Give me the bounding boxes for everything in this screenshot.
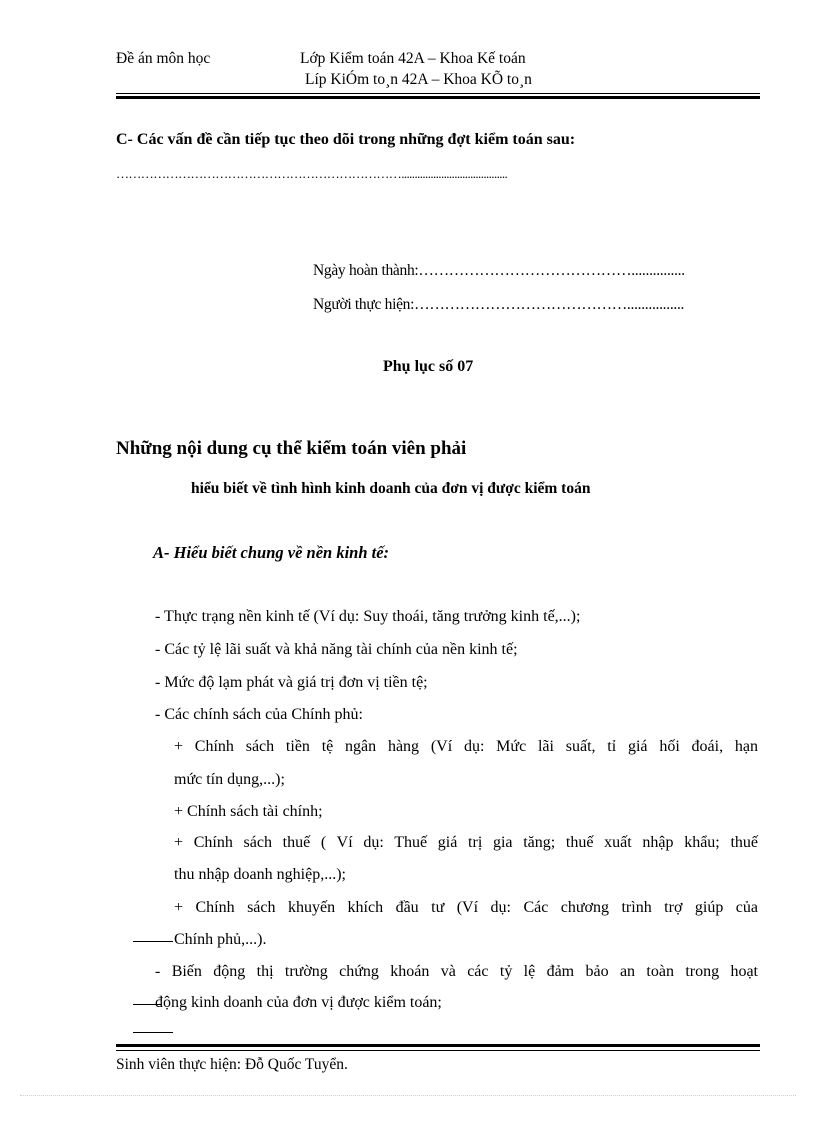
section-c-title: C- Các vấn đề cần tiếp tục theo dõi trong những đợt kiểm toán sau: xyxy=(116,131,576,148)
appendix-title: Phụ lục số 07 xyxy=(383,358,474,375)
list-item-tax-policy-cont: thu nhập doanh nghiệp,...); xyxy=(174,866,346,883)
list-item-fiscal-policy: + Chính sách tài chính; xyxy=(174,803,323,820)
appendix-heading-1: Những nội dung cụ thể kiểm toán viên phải xyxy=(116,438,467,459)
list-item-inflation: - Mức độ lạm phát và giá trị đơn vị tiền tệ; xyxy=(155,674,428,691)
page-bottom-border xyxy=(20,1095,796,1096)
appendix-heading-2: hiểu biết về tình hình kinh doanh của đơn vị được kiểm toán xyxy=(191,480,591,497)
footer-rule-thin xyxy=(116,1050,760,1051)
list-item-tax-policy: + Chính sách thuế ( Ví dụ: Thuế giá trị gia tăng; thuế xuất nhập khẩu; thuế xyxy=(174,834,758,851)
list-item-monetary-policy: + Chính sách tiền tệ ngân hàng (Ví dụ: Mức lãi suất, tỉ giá hối đoái, hạn xyxy=(174,738,758,755)
footer-student-name: Sinh viên thực hiện: Đỗ Quốc Tuyển. xyxy=(116,1056,348,1073)
list-item-stock-market-cont: động kinh doanh của đơn vị được kiểm toán; xyxy=(155,994,442,1011)
header-class-label: Lớp Kiểm toán 42A – Khoa Kế toán xyxy=(300,50,526,67)
performer-line: Người thực hiện:……………………………………................ xyxy=(313,296,685,313)
header-rule-thin xyxy=(116,93,760,94)
header-rule-thick xyxy=(116,96,760,99)
section-c-dotted-line: ……………………………………………………………........................................ xyxy=(116,166,508,181)
completion-date-line: Ngày hoàn thành:……………………………………............... xyxy=(313,262,685,279)
list-item-stock-market: - Biến động thị trường chứng khoán và các tỷ lệ đảm bảo an toàn trong hoạt xyxy=(155,963,758,980)
list-item-investment-policy: + Chính sách khuyến khích đầu tư (Ví dụ: Các chương trình trợ giúp của xyxy=(174,899,758,916)
list-item-monetary-policy-cont: mức tín dụng,...); xyxy=(174,771,285,788)
header-course-label: Đề án môn học xyxy=(116,50,211,67)
list-item-interest-rates: - Các tỷ lệ lãi suất và khả năng tài chính của nền kinh tế; xyxy=(155,641,518,658)
list-item-government-policies: - Các chính sách của Chính phủ: xyxy=(155,706,363,723)
tab-leader-line xyxy=(133,941,173,942)
tab-leader-line xyxy=(133,1032,173,1033)
footer-rule-thick xyxy=(116,1044,760,1047)
section-a-title: A- Hiểu biết chung về nền kinh tế: xyxy=(153,543,390,562)
header-class-label-garbled: Líp KiÓm to¸n 42A – Khoa KÕ to¸n xyxy=(305,71,532,88)
list-item-investment-policy-cont: Chính phủ,...). xyxy=(174,931,267,948)
list-item-economy-state: - Thực trạng nền kinh tế (Ví dụ: Suy thoái, tăng trưởng kinh tế,...); xyxy=(155,608,581,625)
